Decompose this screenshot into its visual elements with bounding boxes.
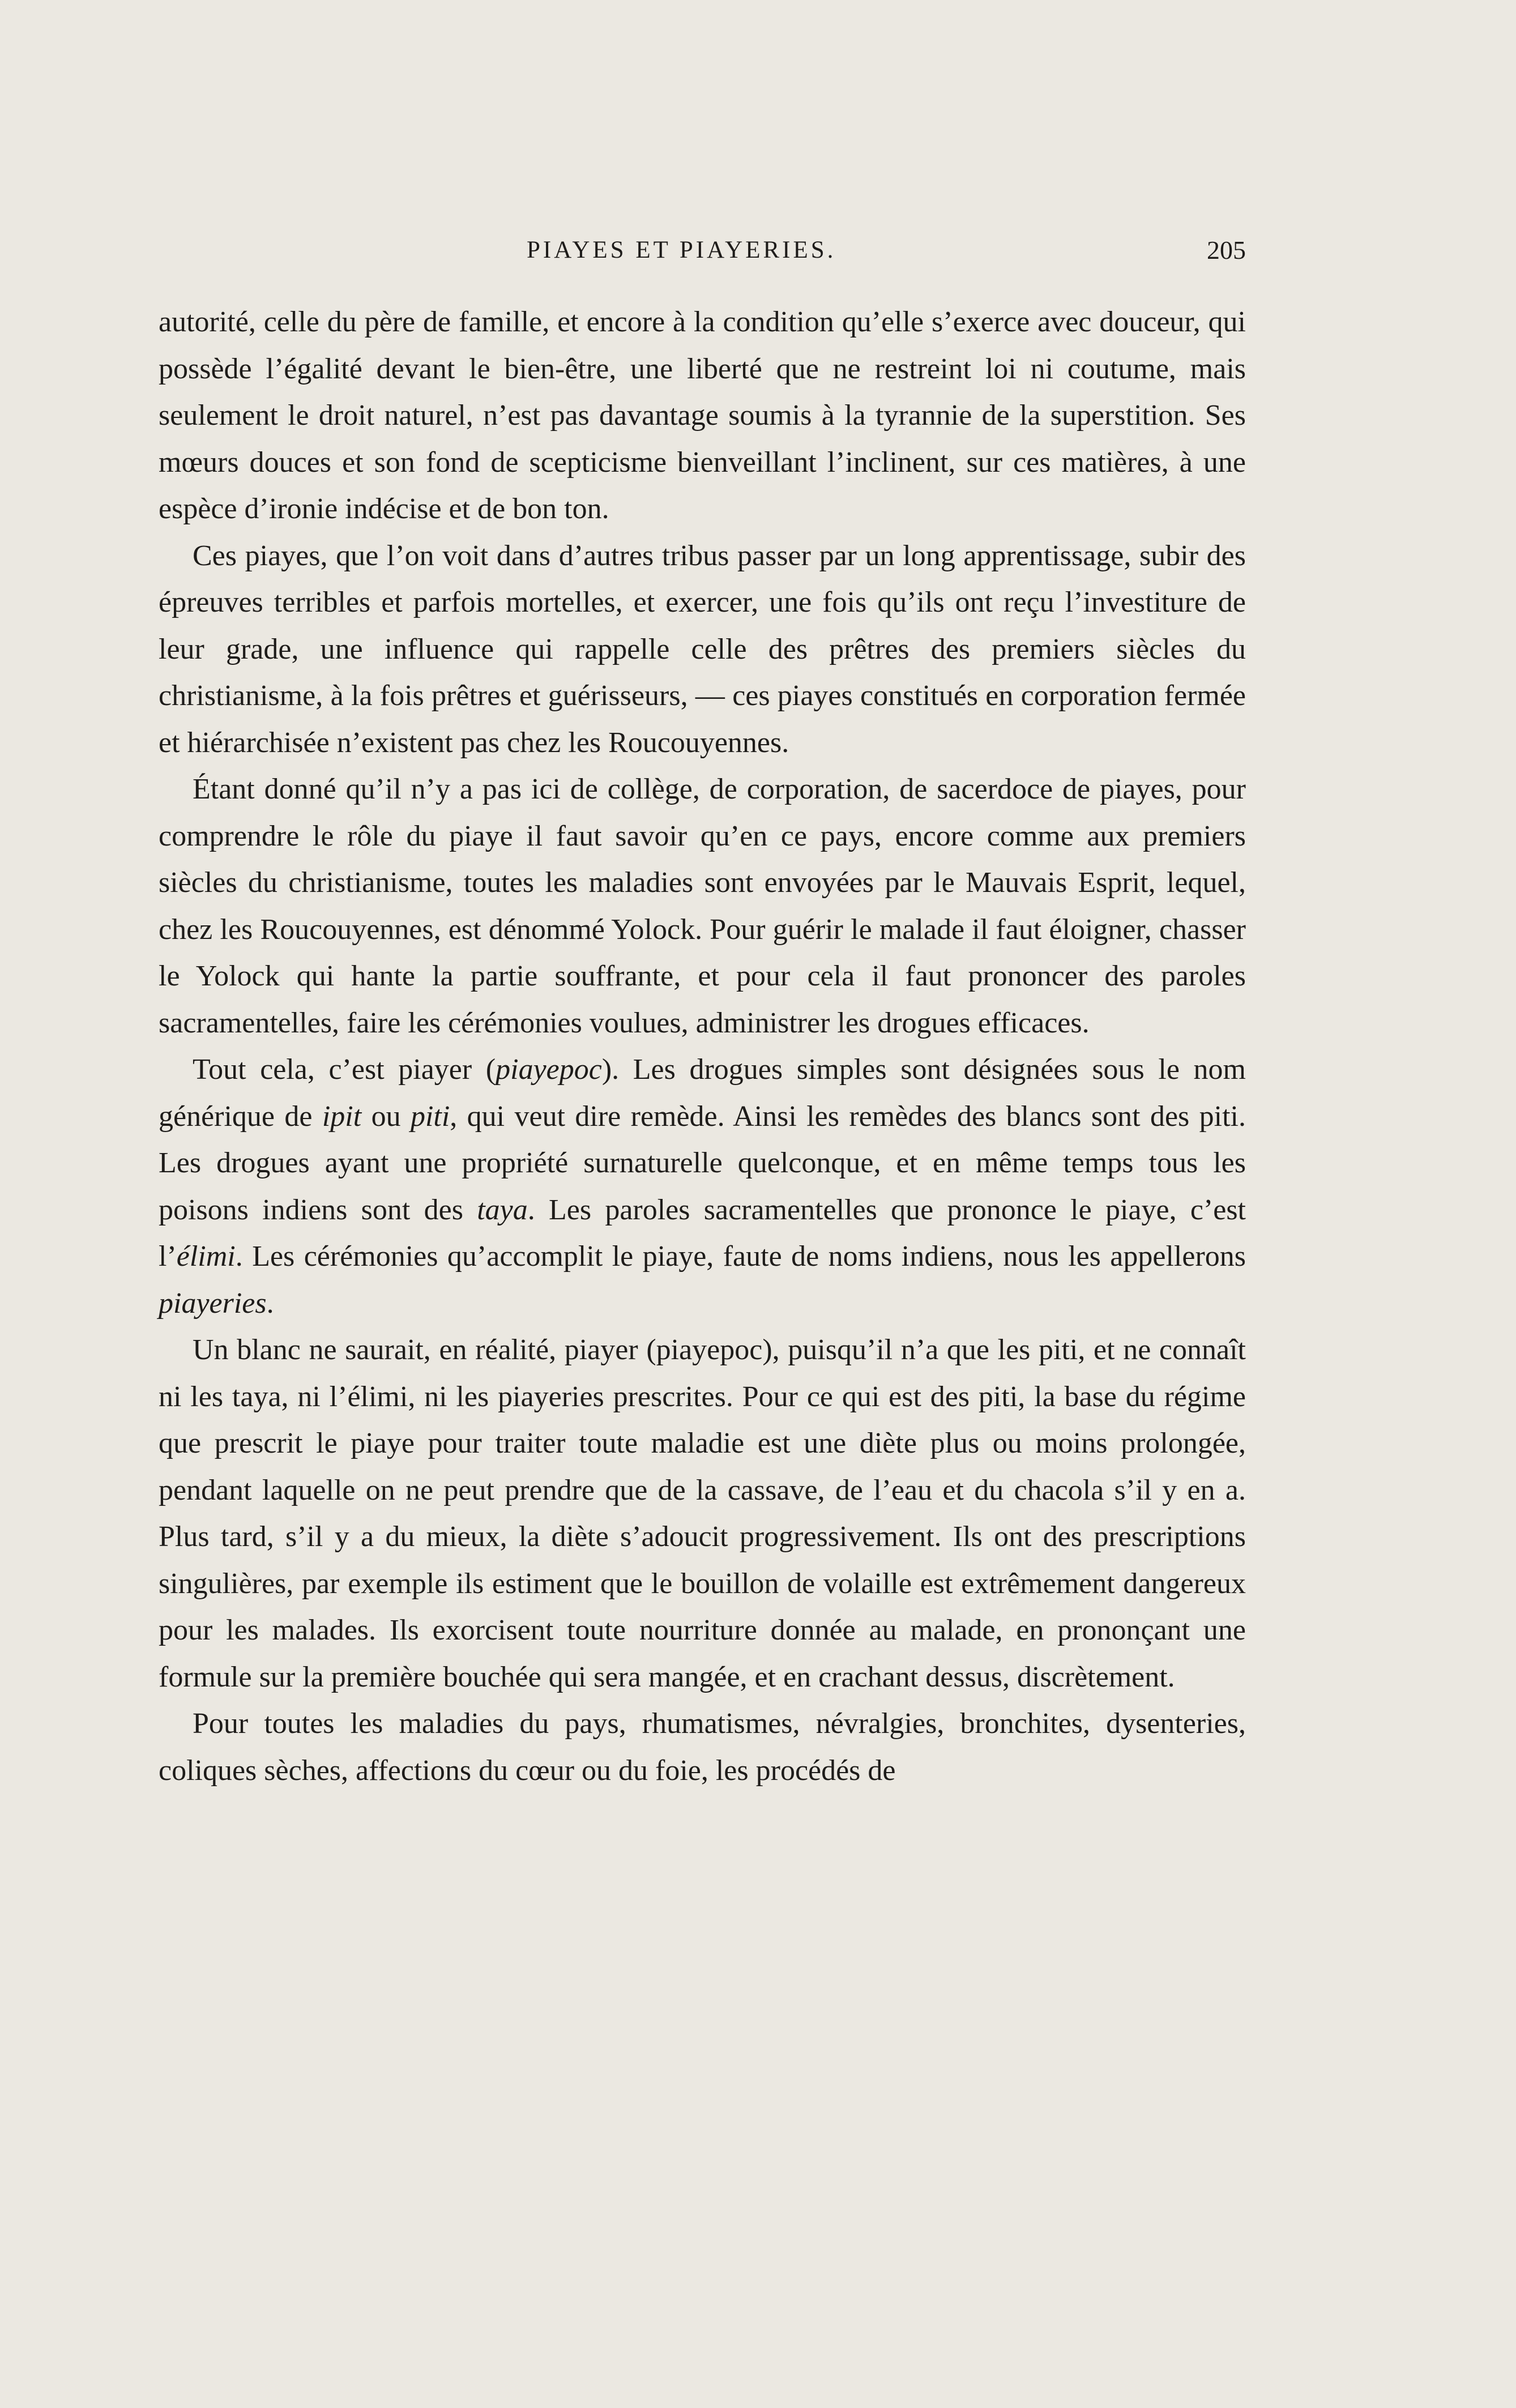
term-elimi: élimi (176, 1240, 236, 1273)
term-taya: taya (477, 1193, 528, 1226)
page-number: 205 (1207, 236, 1246, 264)
paragraph-2: Ces piayes, que l’on voit dans d’autres tribus passer par un long apprentissage, subir des épreuves terribles et parfois mortelles, et exercer, une fois qu’ils ont reçu l’investiture de leur grade, une influence qui rappelle celle des prêtres des premiers siècles du christianisme, à la fois prêtres et guérisseurs, — ces piayes constitués en corporation fermée et hiérarchisée n’existent pas chez les Roucouyennes. (159, 539, 1246, 759)
paragraph-4 (159, 1047, 1246, 1327)
paragraph-6: Pour toutes les maladies du pays, rhumatismes, névralgies, bronchites, dysenteries, coliques sèches, affections du cœur ou du foie, les procédés de (159, 1707, 1246, 1787)
term-ipit: ipit (322, 1100, 362, 1133)
paragraph-3: Étant donné qu’il n’y a pas ici de collège, de corporation, de sacerdoce de piayes, pour comprendre le rôle du piaye il faut savoir qu’en ce pays, encore comme aux premiers siècles du christianisme, toutes les maladies sont envoyées par le Mauvais Esprit, lequel, chez les Roucouyennes, est dénommé Yolock. Pour guérir le malade il faut éloigner, chasser le Yolock qui hante la partie souffrante, et pour cela il faut prononcer des paroles sacramentelles, faire les cérémonies voulues, administrer les drogues efficaces. (159, 773, 1246, 1039)
paragraph-1: autorité, celle du père de famille, et encore à la condition qu’elle s’exerce avec douceur, qui possède l’égalité devant le bien-être, une liberté que ne restreint loi ni coutume, mais seulement le droit naturel, n’est pas davantage soumis à la tyrannie de la superstition. Ses mœurs douces et son fond de scepticisme bienveillant l’inclinent, sur ces matières, à une espèce d’ironie indécise et de bon ton. (159, 306, 1246, 525)
body-text (159, 299, 1246, 1794)
term-piayeries: piayeries (159, 1287, 267, 1320)
running-title: PIAYES ET PIAYERIES. (527, 237, 836, 263)
paragraph-4-text: , qui veut dire remède. Ainsi les remèdes des blancs sont des piti. Les drogues ayant une propriété surnaturelle quelconque, et en même temps tous les poisons indiens sont des (159, 1100, 1246, 1226)
paragraph-5: Un blanc ne saurait, en réalité, piayer (piayepoc), puisqu’il n’a que les piti, et ne connaît ni les taya, ni l’élimi, ni les piayeries prescrites. Pour ce qui est des piti, la base du régime que prescrit le piaye pour traiter toute maladie est une diète plus ou moins prolongée, pendant laquelle on ne peut prendre que de la cassave, de l’eau et du chacola s’il y en a. Plus tard, s’il y a du mieux, la diète s’adoucit progressivement. Ils ont des prescriptions singulières, par exemple ils estiment que le bouillon de volaille est extrêmement dangereux pour les malades. Ils exorcisent toute nourriture donnée au malade, en prononçant une formule sur la première bouchée qui sera mangée, et en crachant dessus, discrètement. (159, 1334, 1246, 1693)
paragraph-4-text: Tout cela, c’est piayer ( (193, 1053, 496, 1086)
paragraph-4-text: . (266, 1287, 274, 1320)
term-piti: piti (410, 1100, 450, 1133)
page-header (159, 228, 1246, 273)
paragraph-4-text: ou (361, 1100, 411, 1133)
paragraph-4-text: ). Les drogues simples sont désignées sous le nom générique de (159, 1053, 1246, 1133)
paragraph-4-text: . Les paroles sacramentelles que prononce le piaye, c’est l’ (159, 1193, 1246, 1273)
term-piayepoc: piayepoc (496, 1053, 602, 1086)
paragraph-4-text: . Les cérémonies qu’accomplit le piaye, faute de noms indiens, nous les appellerons (235, 1240, 1246, 1273)
